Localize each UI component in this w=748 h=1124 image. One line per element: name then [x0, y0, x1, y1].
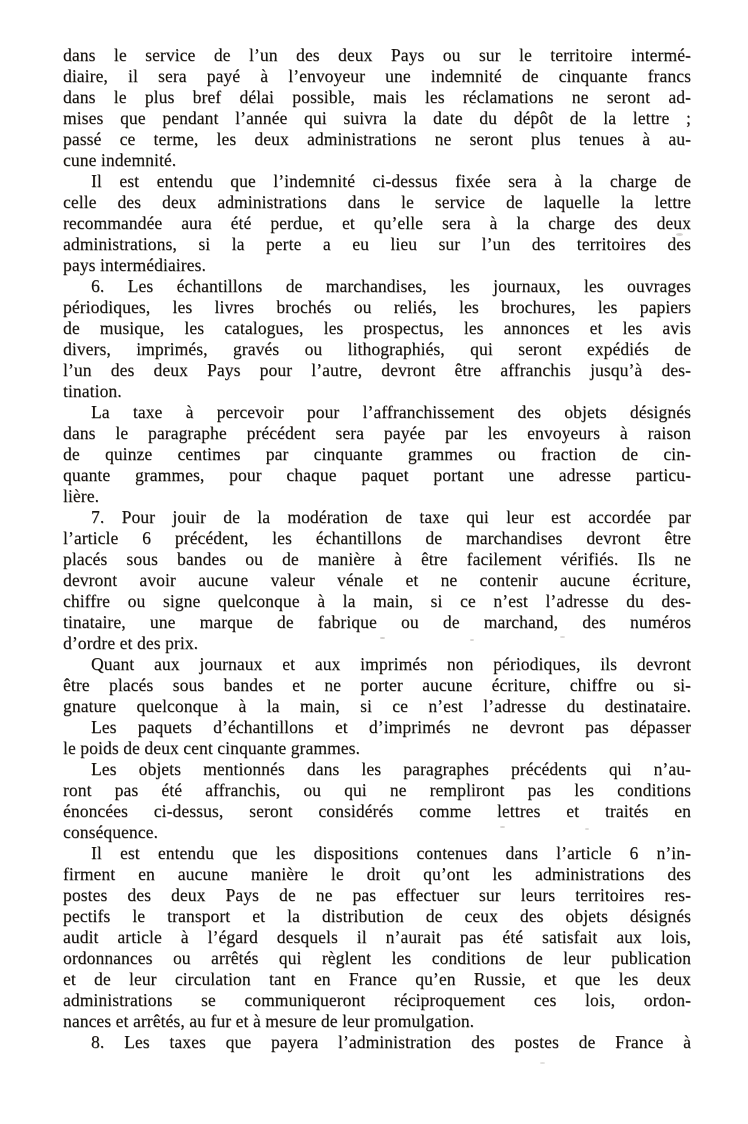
- text-line: audit article à l’égard desquels il n’aurait pas été satisfait aux lois,: [63, 927, 691, 947]
- text-line: administrations se communiqueront réciproquement ces lois, ordon-: [63, 990, 691, 1010]
- text-line: Quant aux journaux et aux imprimés non périodiques, ils devront: [91, 654, 691, 674]
- scan-artifact: [681, 938, 687, 941]
- scan-artifact: [500, 826, 505, 828]
- text-line: cune indemnité.: [63, 150, 177, 170]
- text-line: Les paquets d’échantillons et d’imprimés ne devront pas dépasser: [91, 717, 691, 737]
- text-line: divers, imprimés, gravés ou lithographiés, qui seront expédiés de: [63, 339, 691, 359]
- text-line: 7. Pour jouir de la modération de taxe qui leur est accordée par: [91, 507, 691, 527]
- text-line: Il est entendu que les dispositions contenues dans l’article 6 n’in-: [91, 843, 691, 863]
- scan-artifact: [380, 637, 385, 639]
- scan-artifact: [540, 1062, 545, 1064]
- text-line: ront pas été affranchis, ou qui ne rempliront pas les conditions: [63, 780, 691, 800]
- text-line: lière.: [63, 486, 100, 506]
- text-line: d’ordre et des prix.: [63, 633, 199, 653]
- text-line: dans le plus bref délai possible, mais les réclamations ne seront ad-: [63, 87, 691, 107]
- text-line: et de leur circulation tant en France qu’en Russie, et que les deux: [63, 969, 691, 989]
- text-line: 8. Les taxes que payera l’administration des postes de France à: [91, 1032, 691, 1052]
- text-line: firment en aucune manière le droit qu’ont les administrations des: [63, 864, 691, 884]
- text-line: celle des deux administrations dans le service de laquelle la lettre: [63, 192, 691, 212]
- text-line: nances et arrêtés, au fur et à mesure de leur promulgation.: [63, 1011, 475, 1031]
- text-line: énoncées ci-dessus, seront considérés comme lettres et traités en: [63, 801, 691, 821]
- page-text: [63, 45, 691, 1053]
- scan-artifact: [470, 639, 474, 641]
- text-line: de quinze centimes par cinquante grammes ou fraction de cin-: [63, 444, 691, 464]
- scan-artifact: [676, 233, 683, 236]
- text-line: mises que pendant l’année qui suivra la date du dépôt de la lettre ;: [63, 108, 691, 128]
- text-line: 6. Les échantillons de marchandises, les journaux, les ouvrages: [91, 276, 691, 296]
- text-line: dans le paragraphe précédent sera payée par les envoyeurs à raison: [63, 423, 691, 443]
- text-line: l’un des deux Pays pour l’autre, devront être affranchis jusqu’à des-: [63, 360, 691, 380]
- text-line: pectifs le transport et la distribution de ceux des objets désignés: [63, 906, 691, 926]
- text-line: ordonnances ou arrêtés qui règlent les conditions de leur publication: [63, 948, 691, 968]
- text-line: dans le service de l’un des deux Pays ou sur le territoire intermé-: [63, 45, 691, 65]
- text-line: périodiques, les livres brochés ou reliés, les brochures, les papiers: [63, 297, 691, 317]
- text-line: l’article 6 précédent, les échantillons de marchandises devront être: [63, 528, 691, 548]
- text-line: passé ce terme, les deux administrations ne seront plus tenues à au-: [63, 129, 691, 149]
- text-line: tination.: [63, 381, 122, 401]
- text-line: placés sous bandes ou de manière à être facilement vérifiés. Ils ne: [63, 549, 691, 569]
- text-line: postes des deux Pays de ne pas effectuer sur leurs territoires res-: [63, 885, 691, 905]
- text-line: Les objets mentionnés dans les paragraphes précédents qui n’au-: [91, 759, 691, 779]
- text-line: gnature quelconque à la main, si ce n’est l’adresse du destinataire.: [63, 696, 691, 716]
- text-line: être placés sous bandes et ne porter aucune écriture, chiffre ou si-: [63, 675, 691, 695]
- text-line: tinataire, une marque de fabrique ou de marchand, des numéros: [63, 612, 691, 632]
- scan-artifact: [672, 284, 681, 287]
- text-line: diaire, il sera payé à l’envoyeur une indemnité de cinquante francs: [63, 66, 691, 86]
- text-line: quante grammes, pour chaque paquet portant une adresse particu-: [63, 465, 691, 485]
- text-line: administrations, si la perte a eu lieu sur l’un des territoires des: [63, 234, 691, 254]
- text-line: devront avoir aucune valeur vénale et ne contenir aucune écriture,: [63, 570, 691, 590]
- text-line: le poids de deux cent cinquante grammes.: [63, 738, 361, 758]
- text-line: de musique, les catalogues, les prospectus, les annonces et les avis: [63, 318, 691, 338]
- scan-artifact: [585, 828, 589, 830]
- text-line: chiffre ou signe quelconque à la main, si ce n’est l’adresse du des-: [63, 591, 691, 611]
- text-line: La taxe à percevoir pour l’affranchissement des objets désignés: [91, 402, 691, 422]
- text-line: conséquence.: [63, 822, 158, 842]
- text-line: pays intermédiaires.: [63, 255, 206, 275]
- text-line: Il est entendu que l’indemnité ci-dessus fixée sera à la charge de: [91, 171, 691, 191]
- scan-artifact: [560, 636, 565, 638]
- scan-artifact: [646, 478, 651, 481]
- text-line: recommandée aura été perdue, et qu’elle sera à la charge des deux: [63, 213, 691, 233]
